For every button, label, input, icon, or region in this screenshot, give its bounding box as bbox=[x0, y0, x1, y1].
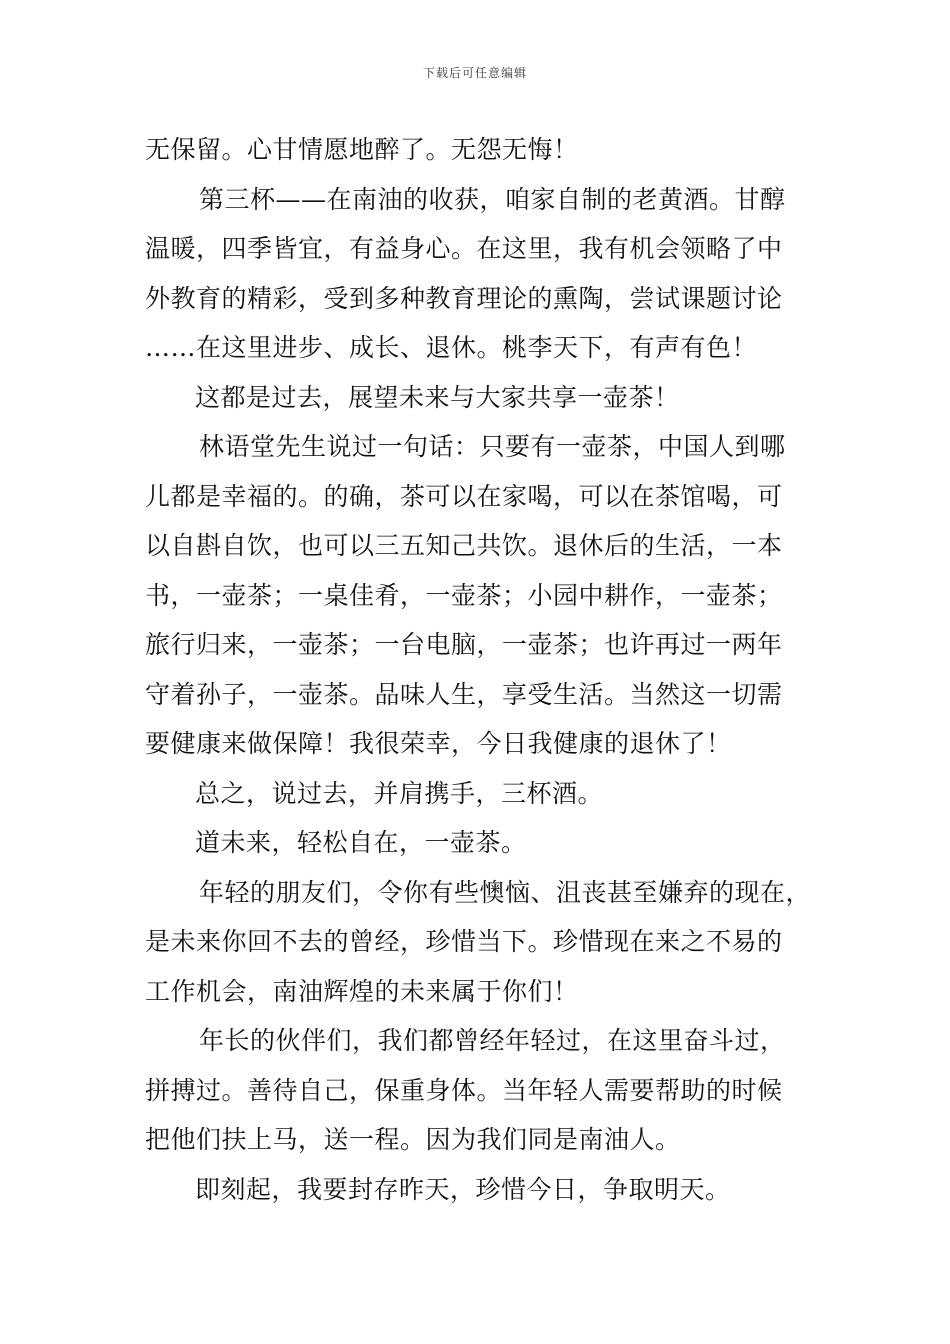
text-line: 总之，说过去，并肩携手，三杯酒。 bbox=[195, 778, 604, 808]
page-header: 下载后可任意编辑 bbox=[422, 66, 527, 80]
text-line: 年长的伙伴们，我们都曾经年轻过，在这里奋斗过， bbox=[199, 1026, 786, 1055]
text-line: 温暖，四季皆宜，有益身心。在这里，我有机会领略了中 bbox=[145, 234, 783, 263]
text-line: 要健康来做保障！我很荣幸，今日我健康的退休了！ bbox=[145, 729, 732, 758]
text-line: 旅行归来，一壶茶；一台电脑，一壶茶；也许再过一两年 bbox=[145, 630, 783, 659]
text-line: 儿都是幸福的。的确，茶可以在家喝，可以在茶馆喝，可 bbox=[145, 481, 783, 511]
text-line: 拼搏过。善待自己，保重身体。当年轻人需要帮助的时候 bbox=[145, 1075, 783, 1105]
text-line: 外教育的精彩，受到多种教育理论的熏陶，尝试课题讨论 bbox=[145, 283, 783, 313]
text-line: 守着孙子，一壶茶。品味人生，享受生活。当然这一切需 bbox=[145, 679, 783, 709]
text-line: 工作机会，南油辉煌的未来属于你们！ bbox=[145, 976, 579, 1006]
text-line: 第三杯——在南油的收获，咱家自制的老黄酒。甘醇 bbox=[199, 184, 786, 214]
text-line: 无保留。心甘情愿地醉了。无怨无悔！ bbox=[145, 135, 579, 164]
text-line: 书，一壶茶；一桌佳肴，一壶茶；小园中耕作，一壶茶； bbox=[145, 580, 783, 610]
text-line: 以自斟自饮，也可以三五知己共饮。退休后的生活，一本 bbox=[145, 531, 783, 560]
text-line: 林语堂先生说过一句话：只要有一壶茶，中国人到哪 bbox=[199, 432, 786, 461]
text-line: 道未来，轻松自在，一壶茶。 bbox=[195, 828, 527, 857]
text-line: 年轻的朋友们，令你有些懊恼、沮丧甚至嫌弃的现在， bbox=[199, 877, 812, 907]
text-line: 即刻起，我要封存昨天，珍惜今日，争取明天。 bbox=[195, 1174, 731, 1204]
document-body bbox=[145, 125, 825, 1214]
text-line: 这都是过去，展望未来与大家共享一壶茶！ bbox=[195, 382, 680, 412]
text-line: 是未来你回不去的曾经，珍惜当下。珍惜现在来之不易的 bbox=[145, 927, 783, 956]
text-line: 把他们扶上马，送一程。因为我们同是南油人。 bbox=[145, 1125, 681, 1154]
text-line: ……在这里进步、成长、退休。桃李天下，有声有色！ bbox=[145, 333, 758, 362]
